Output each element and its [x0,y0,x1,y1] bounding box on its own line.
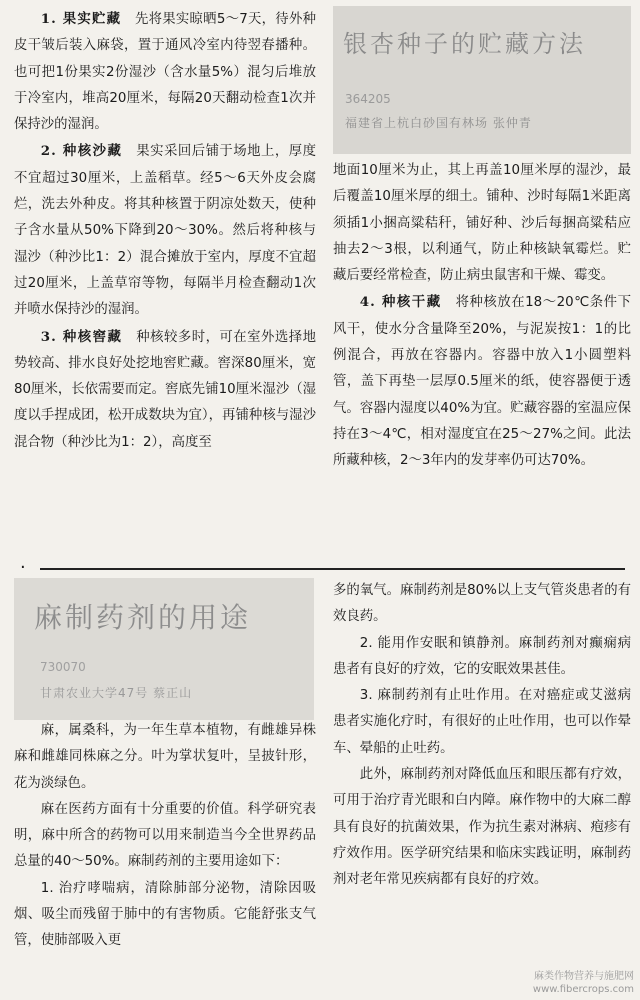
article1-paragraph [333,158,631,289]
article1-paragraph [14,324,316,456]
article2-paragraph [14,876,316,955]
paragraph-text: 麻在医药方面有十分重要的价值。科学研究表明，麻中所含的药物可以用来制造当今全世界药品总量的40～50%。麻制药剂的主要用途如下： [14,801,316,870]
paragraph-text: 地面10厘米为止，其上再盖10厘米厚的湿沙，最后覆盖10厘米厚的细土。铺种、沙时每隔1米距离须插1小捆高粱秸秆，铺好种、沙后每捆高粱秸应抽去2～3根，以利通气，防止种核缺氧霉烂。贮藏后要经常检查，防止病虫鼠害和干燥、霉变。 [333,163,631,284]
article2-title-box [14,578,314,720]
article1-author: 福建省上杭白砂国有林场 张仲青 [345,116,532,130]
section-heading: 4. 种核干藏 [359,294,442,311]
article1-paragraph [333,289,631,474]
paragraph-text: 将种核放在18～20℃条件下风干，使水分含量降至20%，与泥炭按1：1的比例混合，再放在容器内。容器中放入1小圆塑料管，盖下再垫一层厚0.5厘米的纸，使容器便于透气。容器内湿度以40%为宜。贮藏容器的室温应保持在3～4℃，相对湿度宜在25～27%之间。此法所藏种核，2～3年内的发芽率仍可达70%。 [333,295,631,469]
paragraph-text: 先将果实晾晒5～7天，待外种皮干皱后装入麻袋，置于通风冷室内待翌春播种。也可把1份果实2份湿沙（含水量5%）混匀后堆放于冷室内，堆高20厘米，每隔20天翻动检查1次并保持沙的湿润。 [14,12,316,133]
article2-zip: 730070 [40,660,86,674]
paragraph-text: 多的氧气。麻制药剂是80%以上支气管炎患者的有效良药。 [333,583,631,625]
article2-paragraph [333,683,631,762]
article2-title: 麻制药剂的用途 [34,601,252,634]
section-heading: 1. 果实贮藏 [40,11,122,27]
article1-paragraph [14,138,316,323]
site-watermark [533,970,634,996]
article1-title-box [333,6,631,154]
article2-paragraph [14,797,316,876]
section-heading: 3. 种核窖藏 [40,328,123,345]
article1-right-column [333,158,631,475]
article2-left-column [14,718,316,955]
article2-paragraph [333,762,631,893]
watermark-line1: 麻类作物营养与施肥网 [534,971,634,982]
paragraph-text: 此外，麻制药剂对降低血压和眼压都有疗效，可用于治疗青光眼和白内障。麻作物中的大麻二醇具有良好的抗菌效果，作为抗生素对淋病、疱疹有疗效作用。医学研究结果和临床实践证明，麻制药剂对老年常见疾病都有良好的疗效。 [333,767,631,888]
watermark-line2: www.fibercrops.com [532,984,634,995]
article1-paragraph [14,6,316,138]
paragraph-text: 种核较多时，可在室外选择地势较高、排水良好处挖地窖贮藏。窖深80厘米，宽80厘米，长依需要而定。窖底先铺10厘米湿沙（湿度以手捏成团，松开成数块为宜），再铺种核与湿沙混合物（种沙比为1：2），高度至 [14,329,317,450]
paragraph-text: 3. 麻制药剂有止吐作用。在对癌症或艾滋病患者实施化疗时，有很好的止吐作用，也可以作晕车、晕船的止吐药。 [333,688,631,756]
section-heading: 2. 种核沙藏 [40,143,123,160]
article2-paragraph [333,578,631,631]
divider-bullet: · [20,557,26,578]
article1-title: 银杏种子的贮藏方法 [343,30,586,58]
article2-paragraph [333,631,631,684]
paragraph-text: 果实采回后铺于场地上，厚度不宜超过30厘米，上盖稻草。经5～6天外皮会腐烂，洗去外种皮。将其种核置于阴凉处数天，使种子含水量从50%下降到20～30%。然后将种核与湿沙（种沙比1：2）混合摊放于室内，厚度不宜超过20厘米，上盖草帘等物，每隔半月检查翻动1次并喷水保持沙的湿润。 [14,144,317,318]
paragraph-text: 2. 能用作安眠和镇静剂。麻制药剂对癫痫病患者有良好的疗效，它的安眠效果甚佳。 [333,635,631,677]
article2-paragraph [14,718,316,797]
paragraph-text: 麻，属桑科，为一年生草本植物，有雌雄异株麻和雌雄同株麻之分。叶为掌状复叶，呈披针形，花为淡绿色。 [14,723,316,791]
article2-right-column [333,578,631,894]
article2-author: 甘肃农业大学47号 蔡正山 [40,686,193,700]
article1-left-column [14,6,316,456]
article-divider [40,568,625,570]
paragraph-text: 1. 治疗哮喘病，清除肺部分泌物，清除因吸烟、吸尘而残留于肺中的有害物质。它能舒张支气管，使肺部吸入更 [14,880,316,949]
article1-zip: 364205 [345,92,391,106]
